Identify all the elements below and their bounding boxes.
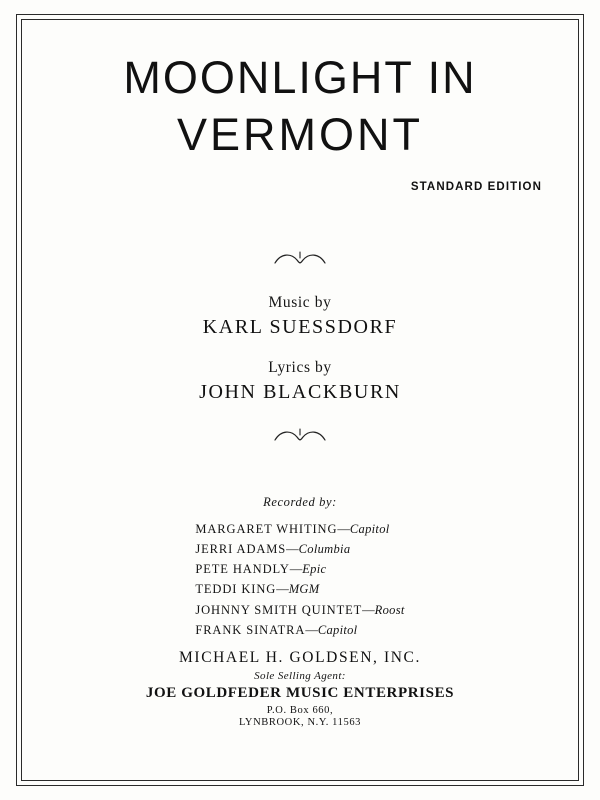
record-label: Capitol	[317, 622, 358, 637]
music-by-label: Music by	[268, 293, 332, 311]
separator-dash: —	[362, 602, 375, 617]
artist-name: TEDDI KING	[195, 582, 277, 597]
title-line-2: VERMONT	[177, 109, 423, 161]
title-block	[30, 54, 570, 159]
cover-content	[30, 28, 570, 772]
list-item	[195, 600, 404, 620]
separator-dash: —	[305, 622, 318, 637]
separator-dash: —	[337, 521, 350, 536]
publisher-block	[30, 649, 570, 728]
list-item	[195, 559, 404, 579]
record-label: Columbia	[298, 541, 351, 556]
artist-name: JOHNNY SMITH QUINTET	[195, 602, 363, 617]
artist-name: JERRI ADAMS	[195, 541, 287, 556]
publisher-city: LYNBROOK, N.Y. 11563	[238, 717, 362, 728]
list-item	[195, 539, 404, 559]
composer-name: KARL SUESSDORF	[202, 315, 398, 338]
publisher-name: MICHAEL H. GOLDSEN, INC.	[179, 649, 421, 666]
selling-agent-name: JOE GOLDFEDER MUSIC ENTERPRISES	[145, 685, 455, 701]
list-item	[195, 519, 404, 539]
separator-dash: —	[286, 541, 299, 556]
artist-name: FRANK SINATRA	[195, 622, 306, 637]
edition-label: STANDARD EDITION	[410, 180, 542, 193]
artist-name: PETE HANDLY	[195, 562, 290, 576]
flourish-ornament	[30, 426, 570, 451]
record-label: MGM	[288, 582, 320, 597]
list-item	[195, 579, 404, 599]
selling-agent-label: Sole Selling Agent:	[254, 670, 346, 682]
flourish-ornament	[30, 249, 570, 274]
list-item	[195, 620, 404, 640]
title-line-1: MOONLIGHT IN	[123, 52, 477, 103]
artist-name: MARGARET WHITING	[195, 521, 338, 536]
credits-spacer	[30, 339, 570, 359]
lyricist-name: JOHN BLACKBURN	[199, 380, 401, 403]
lyrics-by-label: Lyrics by	[268, 358, 332, 376]
recorded-by-heading: Recorded by:	[263, 494, 337, 509]
record-label: Epic	[302, 562, 327, 576]
separator-dash: —	[289, 562, 303, 576]
separator-dash: —	[276, 582, 289, 597]
record-label: Capitol	[349, 521, 390, 536]
record-label: Roost	[374, 602, 405, 617]
publisher-address: P.O. Box 660,	[266, 705, 334, 716]
recorded-by-block	[30, 495, 570, 641]
credits-block	[30, 294, 570, 404]
recording-artist-list	[195, 519, 404, 641]
